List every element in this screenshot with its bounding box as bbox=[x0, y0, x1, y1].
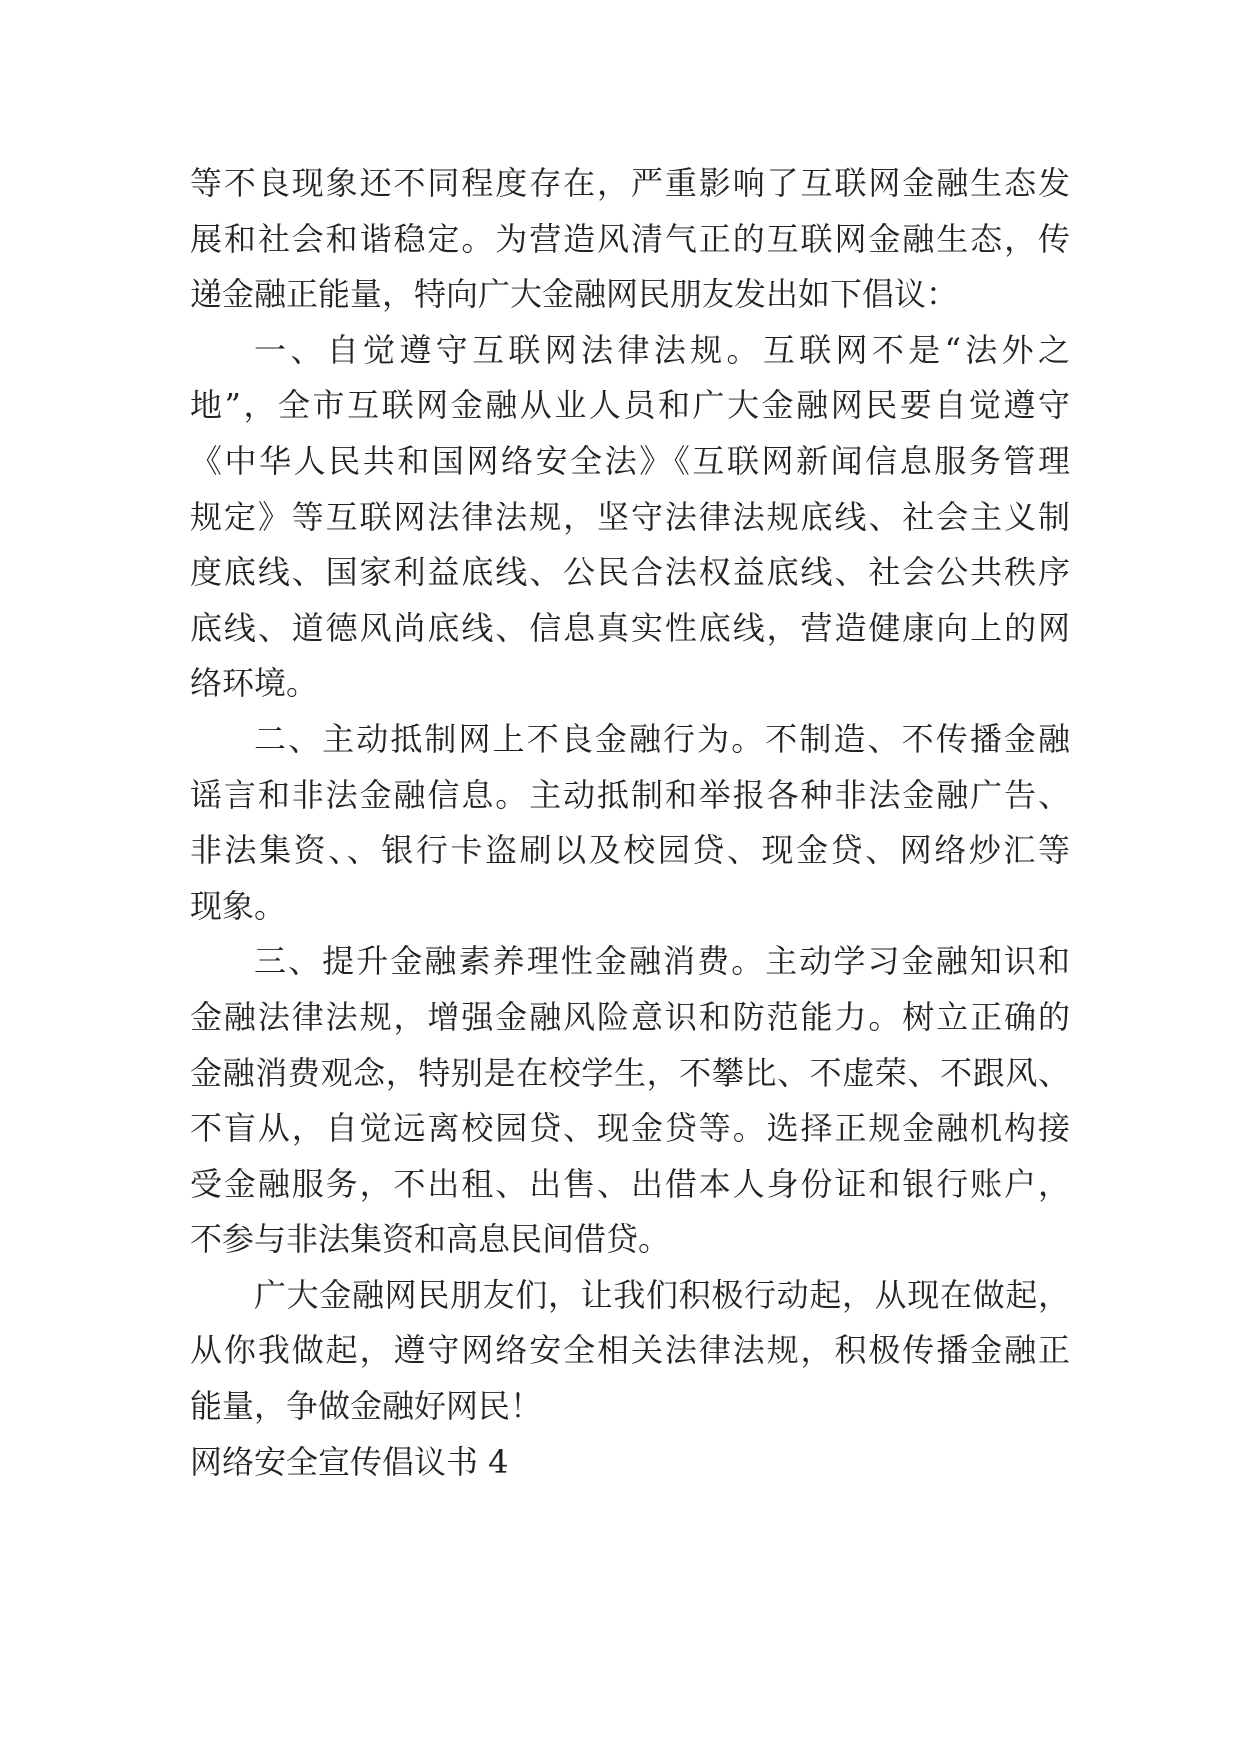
paragraph-line: 谣言和非法金融信息。主动抵制和举报各种非法金融广告、 bbox=[190, 775, 1070, 814]
paragraph-line: 展和社会和谐稳定。为营造风清气正的互联网金融生态，传 bbox=[190, 219, 1070, 258]
paragraph-line: 络环境。 bbox=[190, 664, 319, 703]
paragraph-line: 底线、道德风尚底线、信息真实性底线，营造健康向上的网 bbox=[190, 608, 1070, 647]
paragraph-line: 不参与非法集资和高息民间借贷。 bbox=[190, 1220, 671, 1259]
paragraph-line: 广大金融网民朋友们，让我们积极行动起，从现在做起， bbox=[254, 1275, 1070, 1314]
point-1-paragraph bbox=[190, 323, 1070, 712]
paragraph-line: 不盲从，自觉远离校园贷、现金贷等。选择正规金融机构接 bbox=[190, 1109, 1070, 1148]
paragraph-line: 非法集资、、银行卡盗刷以及校园贷、现金贷、网络炒汇等 bbox=[190, 831, 1070, 870]
section-heading: 网络安全宣传倡议书 4 bbox=[190, 1442, 509, 1481]
paragraph-line: 从你我做起，遵守网络安全相关法律法规，积极传播金融正 bbox=[190, 1331, 1070, 1370]
paragraph-line: 规定》等互联网法律法规，坚守法律法规底线、社会主义制 bbox=[190, 497, 1070, 536]
paragraph-line: 《中华人民共和国网络安全法》《互联网新闻信息服务管理 bbox=[190, 441, 1070, 480]
paragraph-line: 递金融正能量，特向广大金融网民朋友发出如下倡议： bbox=[190, 275, 959, 314]
paragraph-line: 金融法律法规，增强金融风险意识和防范能力。树立正确的 bbox=[190, 997, 1070, 1036]
paragraph-line: 能量，争做金融好网民！ bbox=[190, 1387, 543, 1426]
paragraph-line: 二、主动抵制网上不良金融行为。不制造、不传播金融 bbox=[254, 719, 1070, 758]
paragraph-line: 等不良现象还不同程度存在，严重影响了互联网金融生态发 bbox=[190, 164, 1070, 202]
point-3-paragraph bbox=[190, 934, 1070, 1268]
paragraph-line: 地”，全市互联网金融从业人员和广大金融网民要自觉遵守 bbox=[190, 386, 1070, 425]
paragraph-line: 受金融服务，不出租、出售、出借本人身份证和银行账户， bbox=[190, 1164, 1070, 1203]
intro-paragraph bbox=[190, 156, 1070, 323]
paragraph-line: 度底线、国家利益底线、公民合法权益底线、社会公共秩序 bbox=[190, 553, 1070, 592]
paragraph-line: 现象。 bbox=[190, 886, 287, 925]
paragraph-line: 金融消费观念，特别是在校学生，不攀比、不虚荣、不跟风、 bbox=[190, 1053, 1070, 1092]
paragraph-line: 三、提升金融素养理性金融消费。主动学习金融知识和 bbox=[254, 942, 1070, 981]
closing-paragraph bbox=[190, 1268, 1070, 1435]
document-body bbox=[190, 156, 1070, 1490]
paragraph-line: 一、自觉遵守互联网法律法规。互联网不是“法外之 bbox=[254, 330, 1070, 369]
point-2-paragraph bbox=[190, 712, 1070, 934]
